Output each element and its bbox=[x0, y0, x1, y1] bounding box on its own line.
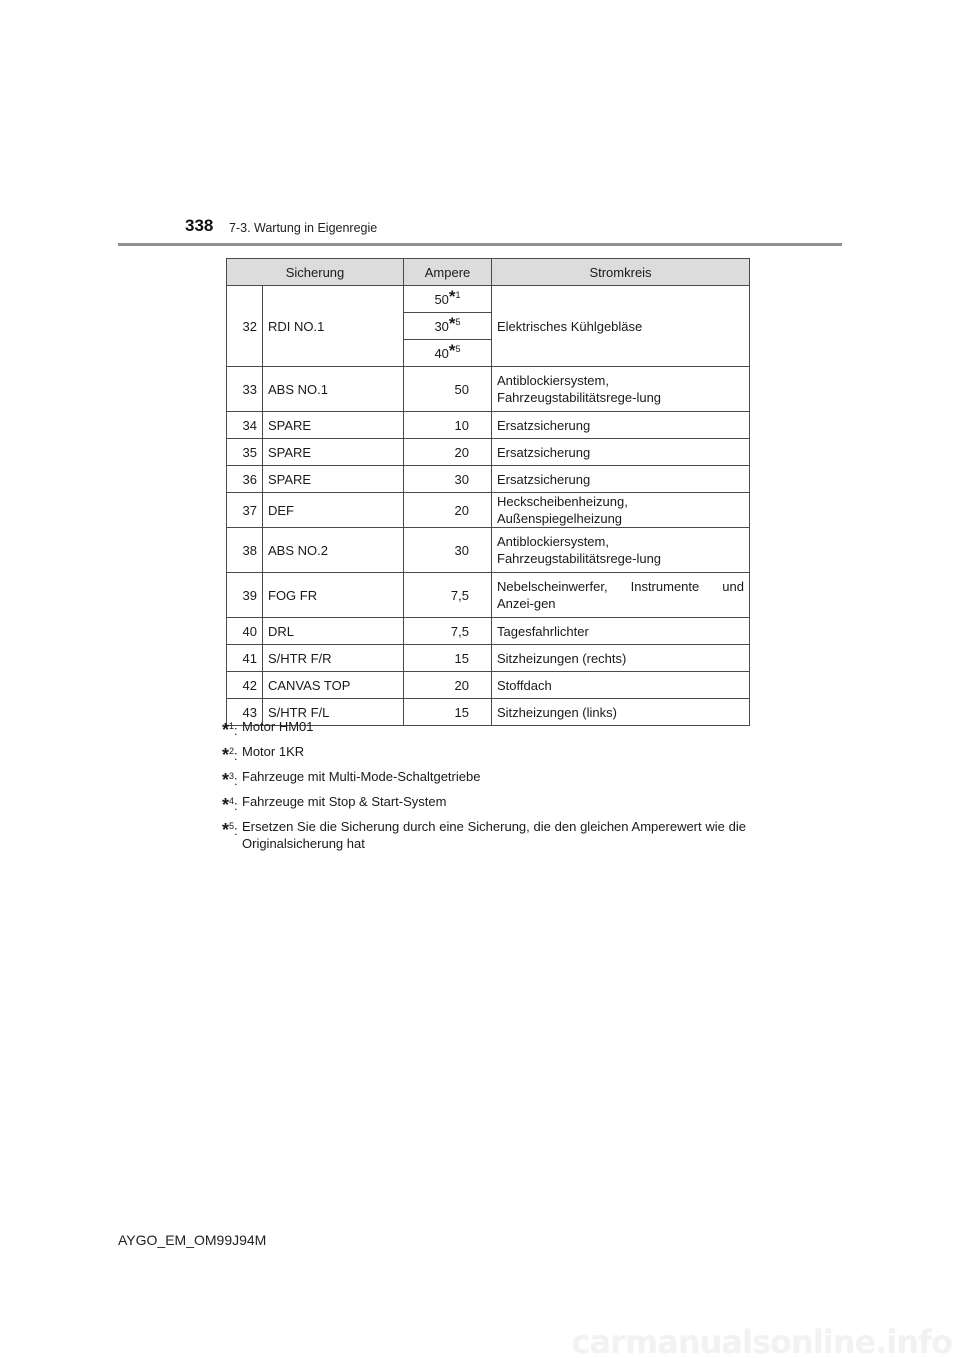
footnote-text: Fahrzeuge mit Multi-Mode-Schaltgetriebe bbox=[242, 769, 481, 784]
footnote-ref: 4 bbox=[229, 796, 235, 806]
column-header-circuit: Stromkreis bbox=[492, 259, 750, 286]
fuse-number: 40 bbox=[227, 618, 263, 645]
fuse-name: FOG FR bbox=[263, 573, 404, 618]
table-row bbox=[227, 645, 750, 672]
fuse-number: 35 bbox=[227, 439, 263, 466]
table-header-row bbox=[227, 259, 750, 286]
ampere-value: 20 bbox=[404, 493, 492, 528]
ampere-value: 20 bbox=[404, 439, 492, 466]
table-row bbox=[227, 528, 750, 573]
circuit-description: Ersatzsicherung bbox=[492, 412, 750, 439]
fuse-table bbox=[226, 258, 750, 726]
ampere-value: 15 bbox=[404, 699, 492, 726]
table-row bbox=[227, 367, 750, 412]
footnote-colon: : bbox=[234, 798, 238, 813]
footnote bbox=[222, 793, 746, 815]
footnote-ref: 1 bbox=[229, 721, 235, 731]
footnote-ref: 5 bbox=[455, 343, 461, 354]
fuse-name: CANVAS TOP bbox=[263, 672, 404, 699]
fuse-name: SPARE bbox=[263, 412, 404, 439]
ampere-value: 30 bbox=[404, 466, 492, 493]
ampere-value: 50 bbox=[434, 291, 449, 307]
ampere-value: 20 bbox=[404, 672, 492, 699]
footnote-mark bbox=[222, 818, 238, 839]
fuse-number: 36 bbox=[227, 466, 263, 493]
ampere-value: 30 bbox=[434, 318, 449, 334]
footnote bbox=[222, 718, 746, 740]
footnote-mark bbox=[222, 743, 238, 764]
watermark-text: carmanualsonline.info bbox=[571, 1325, 952, 1358]
fuse-number: 33 bbox=[227, 367, 263, 412]
fuse-name: ABS NO.2 bbox=[263, 528, 404, 573]
footnote-star: * bbox=[222, 720, 230, 740]
footnote-colon: : bbox=[234, 823, 238, 838]
footnote-text: Ersetzen Sie die Sicherung durch eine Sicherung, die den gleichen Amperewert wie die Originalsicherung hat bbox=[242, 819, 746, 851]
ampere-value: 10 bbox=[404, 412, 492, 439]
circuit-description: Antiblockiersystem, Fahrzeugstabilitätsrege-lung bbox=[492, 367, 750, 412]
circuit-description: Heckscheibenheizung, Außenspiegelheizung bbox=[492, 493, 750, 528]
footnote-star: * bbox=[222, 745, 230, 765]
fuse-number: 41 bbox=[227, 645, 263, 672]
fuse-number: 38 bbox=[227, 528, 263, 573]
fuse-name: SPARE bbox=[263, 466, 404, 493]
footnote-star: * bbox=[448, 286, 456, 306]
footnote bbox=[222, 768, 746, 790]
ampere-cell bbox=[404, 313, 492, 340]
footnote-star: * bbox=[222, 820, 230, 840]
fuse-number: 43 bbox=[227, 699, 263, 726]
footnote-colon: : bbox=[234, 748, 238, 763]
table-row bbox=[227, 493, 750, 528]
table-row bbox=[227, 439, 750, 466]
circuit-description: Sitzheizungen (rechts) bbox=[492, 645, 750, 672]
footnote-colon: : bbox=[234, 773, 238, 788]
ampere-value: 7,5 bbox=[404, 573, 492, 618]
ampere-cell bbox=[404, 286, 492, 313]
fuse-number: 34 bbox=[227, 412, 263, 439]
footnote-text: Fahrzeuge mit Stop & Start-System bbox=[242, 794, 447, 809]
footnote-mark bbox=[222, 718, 238, 739]
fuse-number: 39 bbox=[227, 573, 263, 618]
ampere-cell bbox=[404, 340, 492, 367]
footnote-star: * bbox=[448, 313, 456, 333]
table-row bbox=[227, 412, 750, 439]
circuit-description: Ersatzsicherung bbox=[492, 466, 750, 493]
circuit-description: Stoffdach bbox=[492, 672, 750, 699]
footnote-ref: 5 bbox=[229, 821, 235, 831]
table-row bbox=[227, 573, 750, 618]
section-title: 7-3. Wartung in Eigenregie bbox=[229, 221, 378, 235]
fuse-name: DEF bbox=[263, 493, 404, 528]
table-row bbox=[227, 672, 750, 699]
footnote-ref: 5 bbox=[455, 316, 461, 327]
ampere-value: 30 bbox=[404, 528, 492, 573]
footnote-ref: 3 bbox=[229, 771, 235, 781]
fuse-name: SPARE bbox=[263, 439, 404, 466]
page-number: 338 bbox=[185, 216, 214, 235]
column-header-ampere: Ampere bbox=[404, 259, 492, 286]
footnote-ref: 2 bbox=[229, 746, 235, 756]
fuse-number: 42 bbox=[227, 672, 263, 699]
table-row bbox=[227, 618, 750, 645]
footnote-mark bbox=[222, 768, 238, 789]
ampere-value: 15 bbox=[404, 645, 492, 672]
footnote bbox=[222, 818, 746, 852]
footnote-text: Motor HM01 bbox=[242, 719, 314, 734]
circuit-description: Sitzheizungen (links) bbox=[492, 699, 750, 726]
fuse-name: S/HTR F/L bbox=[263, 699, 404, 726]
header-rule bbox=[118, 243, 842, 246]
table-row bbox=[227, 466, 750, 493]
footnote-colon: : bbox=[234, 723, 238, 738]
column-header-fuse: Sicherung bbox=[227, 259, 404, 286]
document-code: AYGO_EM_OM99J94M bbox=[118, 1232, 267, 1248]
fuse-name: RDI NO.1 bbox=[263, 286, 404, 367]
fuse-name: ABS NO.1 bbox=[263, 367, 404, 412]
fuse-number: 32 bbox=[227, 286, 263, 367]
ampere-value: 50 bbox=[404, 367, 492, 412]
ampere-value: 40 bbox=[434, 345, 449, 361]
footnote bbox=[222, 743, 746, 765]
footnote-ref: 1 bbox=[455, 289, 461, 300]
circuit-description: Nebelscheinwerfer, Instrumente und Anzei-gen bbox=[492, 573, 750, 618]
ampere-value: 7,5 bbox=[404, 618, 492, 645]
fuse-number: 37 bbox=[227, 493, 263, 528]
footnotes bbox=[222, 718, 746, 860]
fuse-name: S/HTR F/R bbox=[263, 645, 404, 672]
circuit-description: Tagesfahrlichter bbox=[492, 618, 750, 645]
table-row bbox=[227, 286, 750, 313]
footnote-text: Motor 1KR bbox=[242, 744, 305, 759]
footnote-star: * bbox=[222, 770, 230, 790]
circuit-description: Elektrisches Kühlgebläse bbox=[492, 286, 750, 367]
fuse-name: DRL bbox=[263, 618, 404, 645]
footnote-star: * bbox=[448, 340, 456, 360]
circuit-description: Antiblockiersystem, Fahrzeugstabilitätsrege-lung bbox=[492, 528, 750, 573]
watermark bbox=[0, 1325, 960, 1358]
footnote-star: * bbox=[222, 795, 230, 815]
footnote-mark bbox=[222, 793, 238, 814]
circuit-description: Ersatzsicherung bbox=[492, 439, 750, 466]
